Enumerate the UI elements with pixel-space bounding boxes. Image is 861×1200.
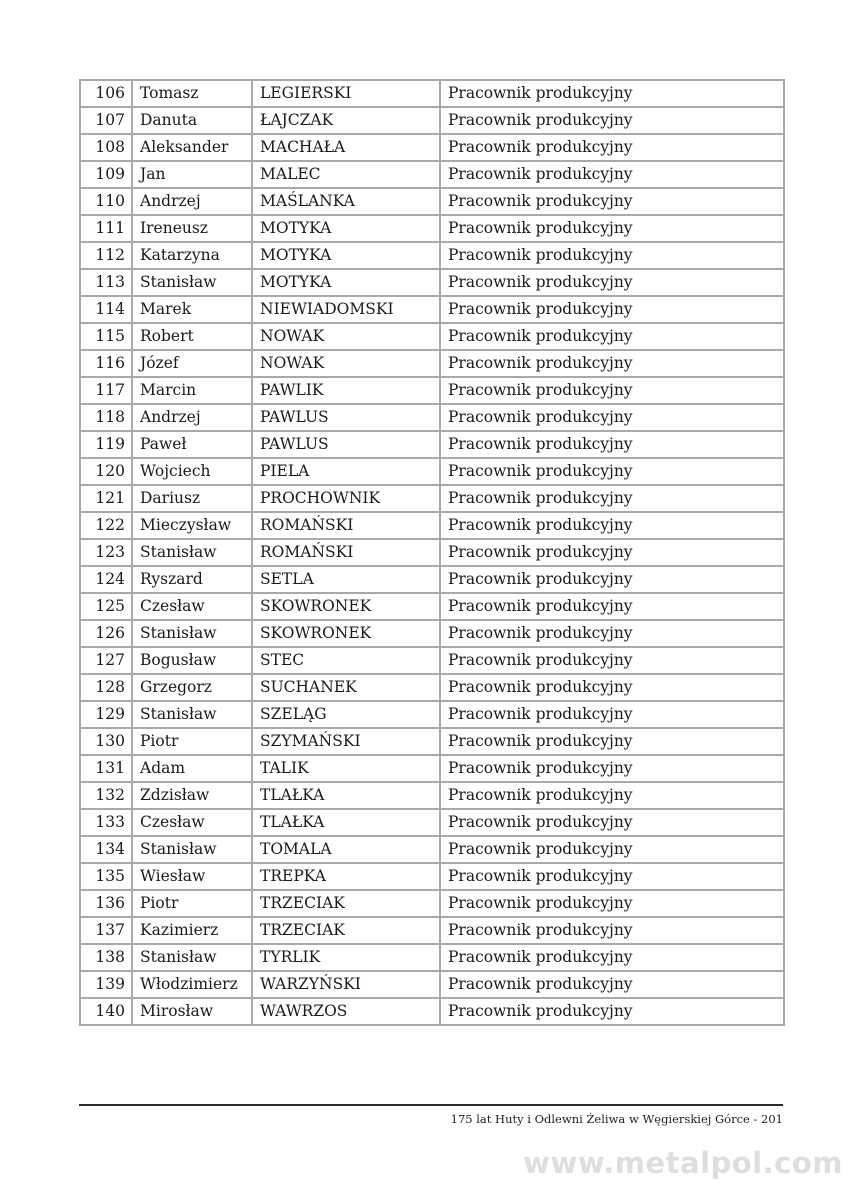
table-row — [80, 755, 784, 782]
cell-number: 122 — [80, 512, 132, 539]
table-row — [80, 512, 784, 539]
cell-last-name: PAWLIK — [252, 377, 440, 404]
employee-table-body — [80, 80, 784, 1025]
cell-position: Pracownik produkcyjny — [440, 620, 784, 647]
table-row — [80, 863, 784, 890]
cell-position: Pracownik produkcyjny — [440, 971, 784, 998]
cell-last-name: SETLA — [252, 566, 440, 593]
table-row — [80, 107, 784, 134]
cell-last-name: MOTYKA — [252, 242, 440, 269]
cell-first-name: Ryszard — [132, 566, 252, 593]
table-row — [80, 890, 784, 917]
cell-first-name: Zdzisław — [132, 782, 252, 809]
table-row — [80, 215, 784, 242]
cell-last-name: TYRLIK — [252, 944, 440, 971]
cell-number: 121 — [80, 485, 132, 512]
cell-number: 135 — [80, 863, 132, 890]
cell-position: Pracownik produkcyjny — [440, 674, 784, 701]
cell-last-name: STEC — [252, 647, 440, 674]
cell-number: 131 — [80, 755, 132, 782]
cell-position: Pracownik produkcyjny — [440, 566, 784, 593]
cell-first-name: Stanisław — [132, 944, 252, 971]
cell-position: Pracownik produkcyjny — [440, 296, 784, 323]
cell-last-name: PIELA — [252, 458, 440, 485]
cell-last-name: ROMAŃSKI — [252, 512, 440, 539]
cell-first-name: Aleksander — [132, 134, 252, 161]
cell-last-name: SKOWRONEK — [252, 593, 440, 620]
cell-last-name: TLAŁKA — [252, 782, 440, 809]
cell-number: 115 — [80, 323, 132, 350]
table-row — [80, 377, 784, 404]
cell-position: Pracownik produkcyjny — [440, 539, 784, 566]
cell-first-name: Wiesław — [132, 863, 252, 890]
footer-divider — [79, 1104, 783, 1106]
cell-number: 124 — [80, 566, 132, 593]
cell-number: 133 — [80, 809, 132, 836]
table-row — [80, 593, 784, 620]
cell-position: Pracownik produkcyjny — [440, 458, 784, 485]
table-row — [80, 485, 784, 512]
cell-last-name: ŁAJCZAK — [252, 107, 440, 134]
table-row — [80, 80, 784, 107]
cell-first-name: Ireneusz — [132, 215, 252, 242]
cell-number: 123 — [80, 539, 132, 566]
cell-position: Pracownik produkcyjny — [440, 593, 784, 620]
cell-first-name: Danuta — [132, 107, 252, 134]
cell-first-name: Wojciech — [132, 458, 252, 485]
table-row — [80, 458, 784, 485]
cell-first-name: Andrzej — [132, 404, 252, 431]
table-row — [80, 242, 784, 269]
cell-number: 114 — [80, 296, 132, 323]
cell-last-name: WARZYŃSKI — [252, 971, 440, 998]
table-row — [80, 836, 784, 863]
table-row — [80, 701, 784, 728]
cell-last-name: MACHAŁA — [252, 134, 440, 161]
table-row — [80, 620, 784, 647]
cell-last-name: MOTYKA — [252, 215, 440, 242]
table-row — [80, 350, 784, 377]
cell-last-name: TALIK — [252, 755, 440, 782]
cell-last-name: MOTYKA — [252, 269, 440, 296]
cell-last-name: SZELĄG — [252, 701, 440, 728]
cell-last-name: NIEWIADOMSKI — [252, 296, 440, 323]
cell-position: Pracownik produkcyjny — [440, 782, 784, 809]
cell-number: 128 — [80, 674, 132, 701]
cell-last-name: TOMALA — [252, 836, 440, 863]
cell-number: 130 — [80, 728, 132, 755]
cell-position: Pracownik produkcyjny — [440, 917, 784, 944]
table-row — [80, 674, 784, 701]
cell-position: Pracownik produkcyjny — [440, 890, 784, 917]
table-row — [80, 944, 784, 971]
cell-position: Pracownik produkcyjny — [440, 350, 784, 377]
cell-number: 118 — [80, 404, 132, 431]
cell-number: 112 — [80, 242, 132, 269]
cell-first-name: Józef — [132, 350, 252, 377]
cell-number: 109 — [80, 161, 132, 188]
cell-last-name: TRZECIAK — [252, 917, 440, 944]
table-row — [80, 782, 784, 809]
cell-position: Pracownik produkcyjny — [440, 242, 784, 269]
cell-first-name: Bogusław — [132, 647, 252, 674]
cell-last-name: PROCHOWNIK — [252, 485, 440, 512]
cell-number: 138 — [80, 944, 132, 971]
cell-number: 140 — [80, 998, 132, 1025]
cell-first-name: Stanisław — [132, 836, 252, 863]
cell-first-name: Czesław — [132, 593, 252, 620]
cell-position: Pracownik produkcyjny — [440, 485, 784, 512]
cell-number: 132 — [80, 782, 132, 809]
cell-number: 137 — [80, 917, 132, 944]
cell-first-name: Paweł — [132, 431, 252, 458]
cell-number: 110 — [80, 188, 132, 215]
cell-first-name: Andrzej — [132, 188, 252, 215]
cell-first-name: Mieczysław — [132, 512, 252, 539]
cell-first-name: Stanisław — [132, 620, 252, 647]
cell-last-name: SUCHANEK — [252, 674, 440, 701]
cell-first-name: Robert — [132, 323, 252, 350]
cell-first-name: Czesław — [132, 809, 252, 836]
cell-last-name: PAWLUS — [252, 431, 440, 458]
cell-position: Pracownik produkcyjny — [440, 161, 784, 188]
table-row — [80, 728, 784, 755]
cell-first-name: Piotr — [132, 890, 252, 917]
cell-first-name: Katarzyna — [132, 242, 252, 269]
cell-first-name: Adam — [132, 755, 252, 782]
cell-number: 113 — [80, 269, 132, 296]
cell-position: Pracownik produkcyjny — [440, 377, 784, 404]
watermark: www.metalpol.com — [523, 1146, 843, 1180]
cell-last-name: TLAŁKA — [252, 809, 440, 836]
cell-first-name: Grzegorz — [132, 674, 252, 701]
cell-position: Pracownik produkcyjny — [440, 215, 784, 242]
cell-last-name: NOWAK — [252, 323, 440, 350]
table-row — [80, 917, 784, 944]
cell-position: Pracownik produkcyjny — [440, 998, 784, 1025]
cell-last-name: ROMAŃSKI — [252, 539, 440, 566]
cell-last-name: WAWRZOS — [252, 998, 440, 1025]
table-row — [80, 431, 784, 458]
table-row — [80, 161, 784, 188]
cell-last-name: TREPKA — [252, 863, 440, 890]
cell-position: Pracownik produkcyjny — [440, 809, 784, 836]
cell-last-name: LEGIERSKI — [252, 80, 440, 107]
cell-position: Pracownik produkcyjny — [440, 512, 784, 539]
cell-last-name: MAŚLANKA — [252, 188, 440, 215]
cell-last-name: NOWAK — [252, 350, 440, 377]
cell-first-name: Stanisław — [132, 539, 252, 566]
cell-position: Pracownik produkcyjny — [440, 323, 784, 350]
cell-number: 111 — [80, 215, 132, 242]
cell-position: Pracownik produkcyjny — [440, 944, 784, 971]
table-row — [80, 971, 784, 998]
cell-number: 117 — [80, 377, 132, 404]
cell-number: 139 — [80, 971, 132, 998]
cell-number: 127 — [80, 647, 132, 674]
table-row — [80, 134, 784, 161]
cell-position: Pracownik produkcyjny — [440, 836, 784, 863]
cell-position: Pracownik produkcyjny — [440, 701, 784, 728]
cell-last-name: SKOWRONEK — [252, 620, 440, 647]
cell-first-name: Marek — [132, 296, 252, 323]
table-row — [80, 566, 784, 593]
cell-first-name: Kazimierz — [132, 917, 252, 944]
table-row — [80, 998, 784, 1025]
cell-last-name: PAWLUS — [252, 404, 440, 431]
table-row — [80, 269, 784, 296]
cell-position: Pracownik produkcyjny — [440, 269, 784, 296]
cell-number: 120 — [80, 458, 132, 485]
cell-number: 107 — [80, 107, 132, 134]
cell-number: 134 — [80, 836, 132, 863]
table-row — [80, 809, 784, 836]
cell-number: 129 — [80, 701, 132, 728]
cell-number: 119 — [80, 431, 132, 458]
cell-number: 125 — [80, 593, 132, 620]
cell-position: Pracownik produkcyjny — [440, 80, 784, 107]
cell-position: Pracownik produkcyjny — [440, 728, 784, 755]
cell-position: Pracownik produkcyjny — [440, 863, 784, 890]
table-row — [80, 404, 784, 431]
cell-position: Pracownik produkcyjny — [440, 188, 784, 215]
cell-last-name: TRZECIAK — [252, 890, 440, 917]
page-footer: 175 lat Huty i Odlewni Żeliwa w Węgierskiej Górce - 201 — [450, 1112, 783, 1126]
table-row — [80, 647, 784, 674]
cell-position: Pracownik produkcyjny — [440, 107, 784, 134]
cell-position: Pracownik produkcyjny — [440, 404, 784, 431]
cell-position: Pracownik produkcyjny — [440, 647, 784, 674]
cell-number: 126 — [80, 620, 132, 647]
cell-first-name: Jan — [132, 161, 252, 188]
cell-first-name: Piotr — [132, 728, 252, 755]
cell-last-name: MALEC — [252, 161, 440, 188]
cell-first-name: Dariusz — [132, 485, 252, 512]
cell-position: Pracownik produkcyjny — [440, 134, 784, 161]
cell-first-name: Stanisław — [132, 269, 252, 296]
cell-number: 106 — [80, 80, 132, 107]
table-row — [80, 539, 784, 566]
cell-last-name: SZYMAŃSKI — [252, 728, 440, 755]
cell-first-name: Stanisław — [132, 701, 252, 728]
table-row — [80, 323, 784, 350]
cell-number: 108 — [80, 134, 132, 161]
cell-first-name: Marcin — [132, 377, 252, 404]
table-row — [80, 188, 784, 215]
table-row — [80, 296, 784, 323]
cell-number: 116 — [80, 350, 132, 377]
cell-position: Pracownik produkcyjny — [440, 755, 784, 782]
cell-first-name: Mirosław — [132, 998, 252, 1025]
cell-first-name: Włodzimierz — [132, 971, 252, 998]
cell-first-name: Tomasz — [132, 80, 252, 107]
cell-number: 136 — [80, 890, 132, 917]
cell-position: Pracownik produkcyjny — [440, 431, 784, 458]
employee-table — [79, 79, 785, 1026]
